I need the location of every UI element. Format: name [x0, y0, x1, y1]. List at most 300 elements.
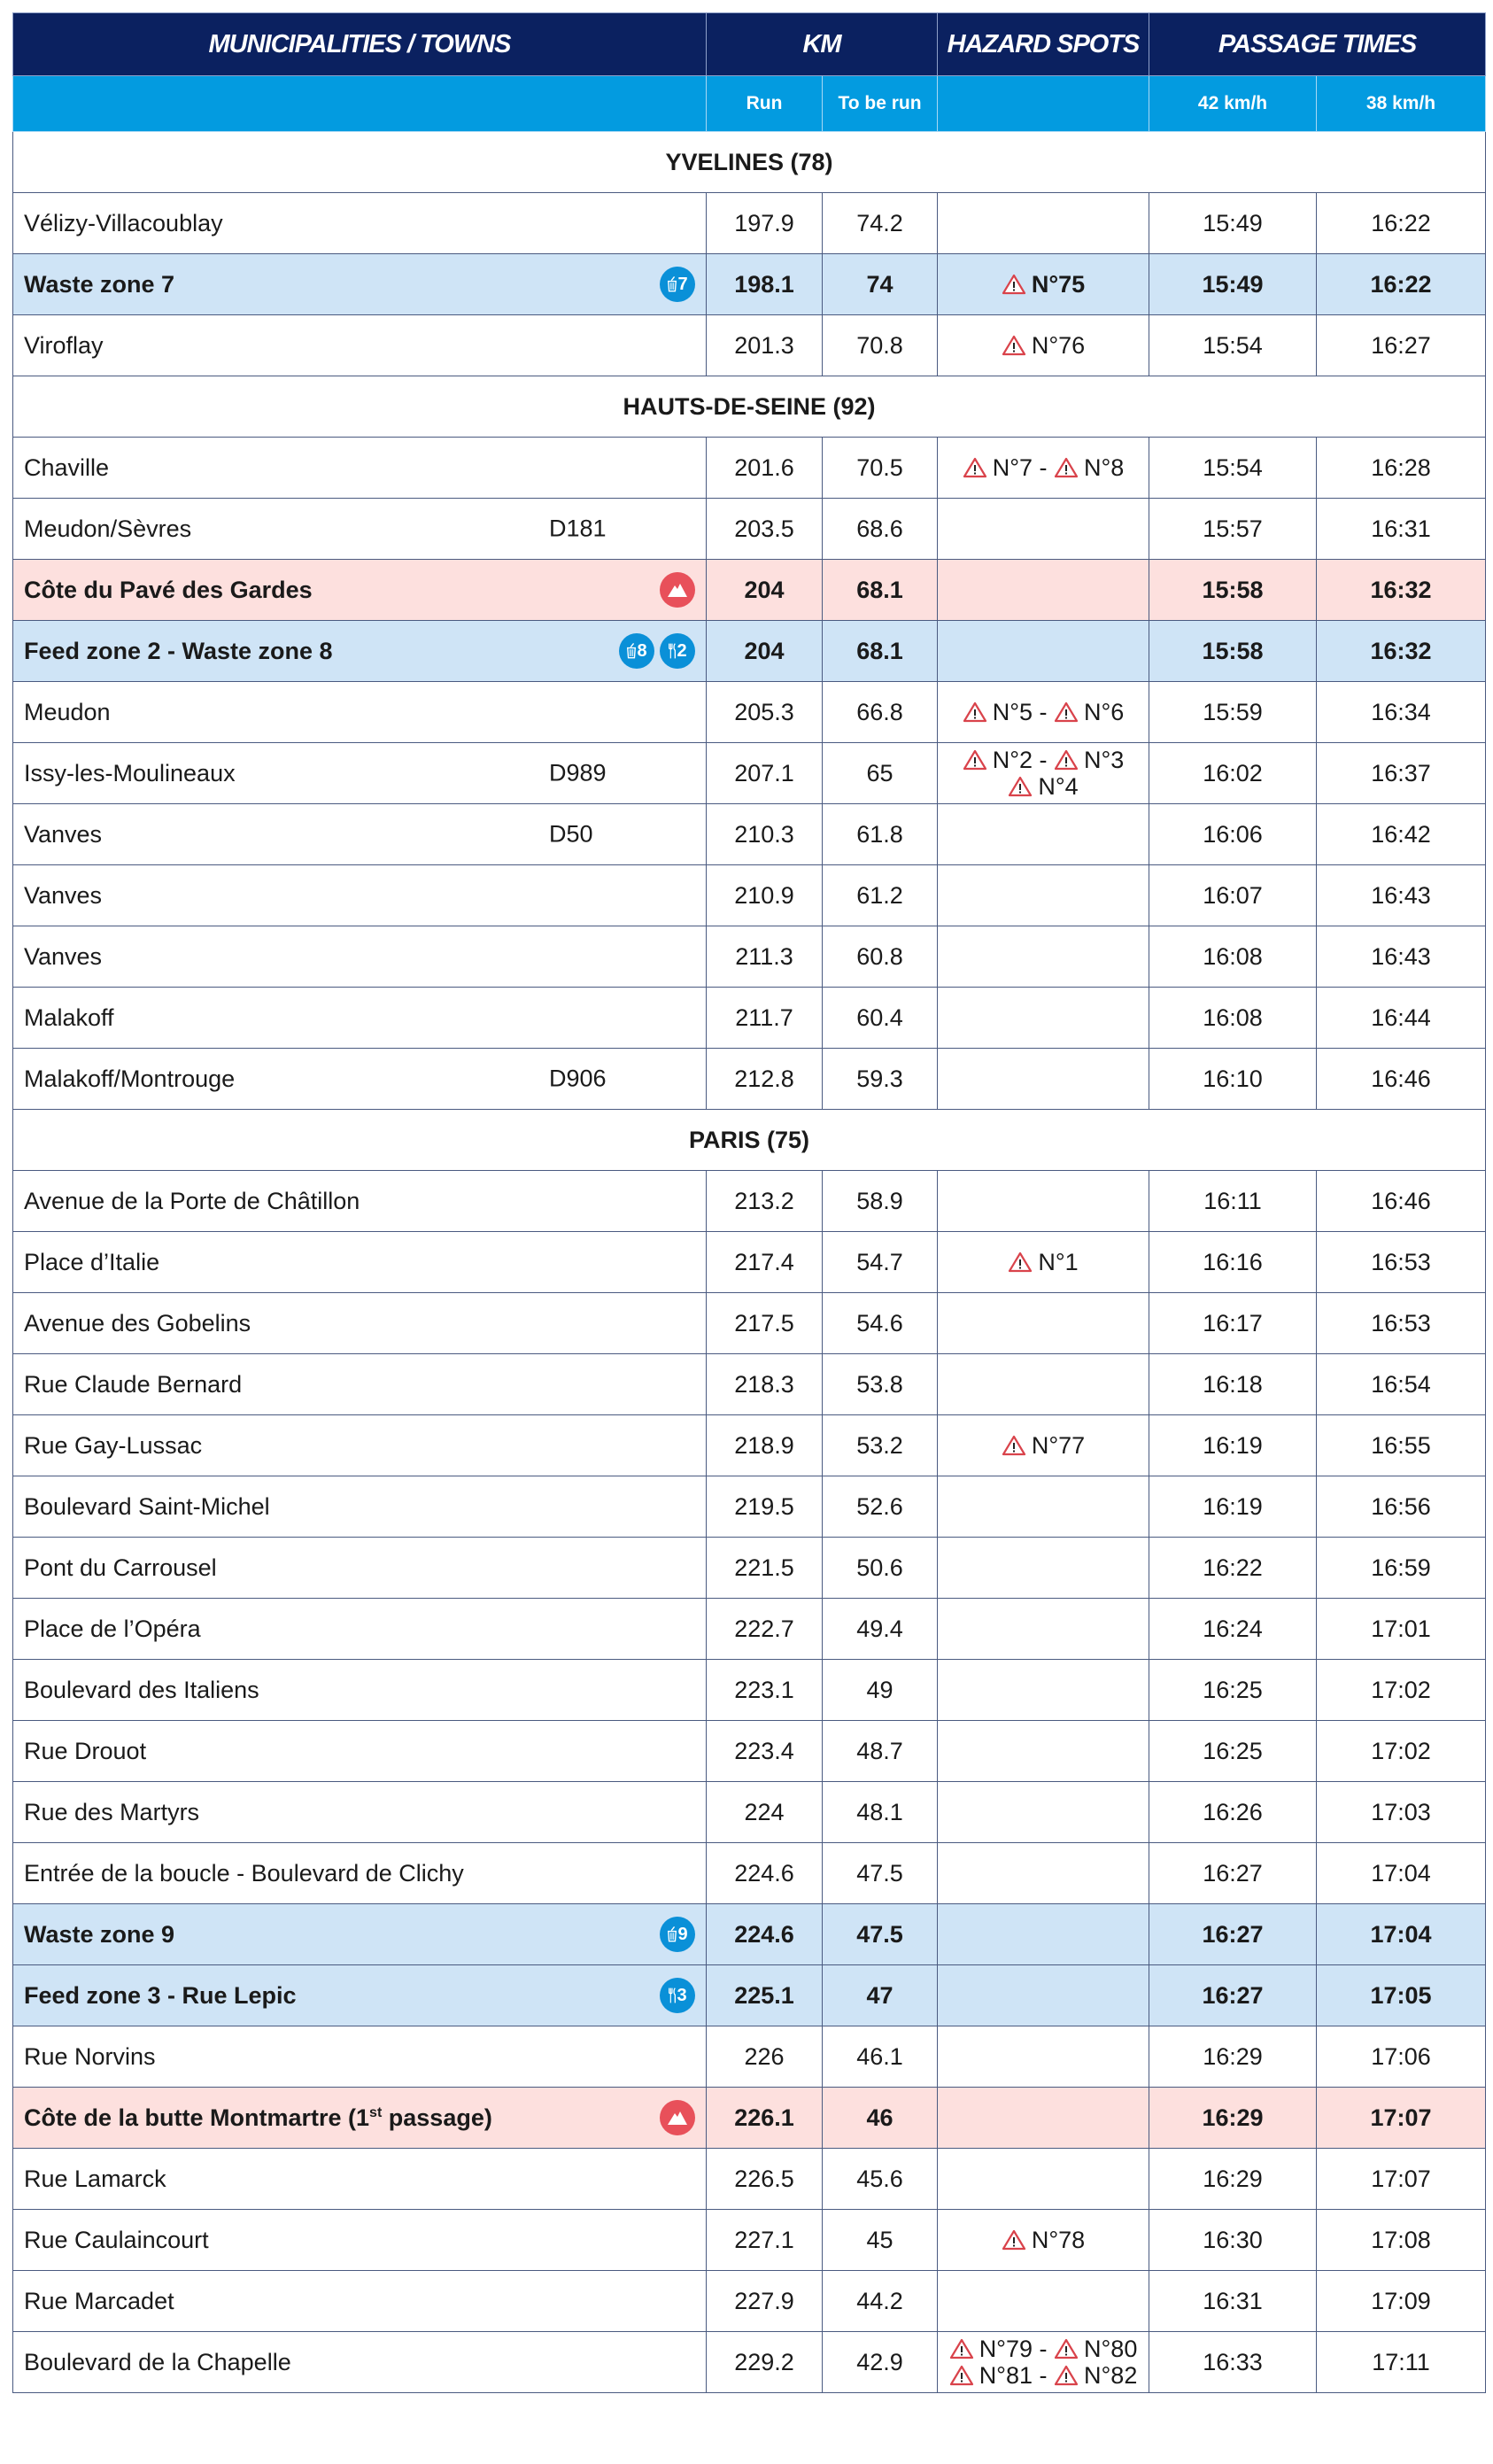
hazard-spot: N°8 — [1084, 454, 1125, 481]
km-run: 229.2 — [707, 2332, 823, 2393]
road-number: D181 — [549, 515, 607, 542]
km-to-be-run: 42.9 — [823, 2332, 938, 2393]
hazard-spot: N°4 — [1038, 773, 1079, 800]
km-run: 219.5 — [707, 1476, 823, 1538]
hazard-cell — [938, 1354, 1149, 1415]
km-to-be-run: 54.7 — [823, 1232, 938, 1293]
town-name: Vélizy-Villacoublay — [24, 209, 223, 236]
table-row — [13, 1476, 1486, 1538]
town-name: Avenue des Gobelins — [24, 1309, 251, 1337]
town-name: Rue Marcadet — [24, 2287, 174, 2314]
subheader-42kmh: 42 km/h — [1149, 76, 1317, 132]
hazard-cell — [938, 1538, 1149, 1599]
time-38kmh: 17:09 — [1317, 2271, 1486, 2332]
town-name: Pont du Carrousel — [24, 1554, 217, 1581]
town-name: Waste zone 9 — [24, 1920, 175, 1948]
hazard-cell — [938, 499, 1149, 560]
time-42kmh: 16:30 — [1149, 2210, 1317, 2271]
hazard-cell — [938, 1782, 1149, 1843]
subheader-38kmh: 38 km/h — [1317, 76, 1486, 132]
hazard-line — [938, 699, 1149, 725]
km-run: 222.7 — [707, 1599, 823, 1660]
km-to-be-run: 46 — [823, 2088, 938, 2149]
table-row — [13, 1782, 1486, 1843]
hazard-cell — [938, 1476, 1149, 1538]
town-cell — [13, 1965, 707, 2026]
town-name: Rue Gay-Lussac — [24, 1431, 203, 1459]
time-38kmh: 17:11 — [1317, 2332, 1486, 2393]
time-38kmh: 16:22 — [1317, 193, 1486, 254]
hazard-cell — [938, 2210, 1149, 2271]
time-42kmh: 16:06 — [1149, 804, 1317, 865]
hazard-line — [938, 747, 1149, 773]
town-name: Rue Caulaincourt — [24, 2226, 209, 2253]
km-to-be-run: 49 — [823, 1660, 938, 1721]
km-to-be-run: 47.5 — [823, 1843, 938, 1904]
town-name: Viroflay — [24, 331, 104, 359]
town-cell — [13, 1354, 707, 1415]
km-to-be-run: 70.5 — [823, 438, 938, 499]
hazard-separator: - — [1033, 699, 1055, 725]
climb-zone-icon — [660, 572, 695, 608]
km-run: 226.1 — [707, 2088, 823, 2149]
town-cell — [13, 1904, 707, 1965]
km-to-be-run: 74.2 — [823, 193, 938, 254]
town-name: Feed zone 3 - Rue Lepic — [24, 1981, 297, 2009]
time-38kmh: 17:04 — [1317, 1843, 1486, 1904]
km-run: 223.4 — [707, 1721, 823, 1782]
time-38kmh: 16:56 — [1317, 1476, 1486, 1538]
department-row — [13, 132, 1486, 193]
town-cell — [13, 2026, 707, 2088]
time-38kmh: 17:01 — [1317, 1599, 1486, 1660]
km-run: 224.6 — [707, 1904, 823, 1965]
km-run: 218.9 — [707, 1415, 823, 1476]
time-42kmh: 16:22 — [1149, 1538, 1317, 1599]
km-to-be-run: 61.8 — [823, 804, 938, 865]
table-row — [13, 1171, 1486, 1232]
time-42kmh: 16:25 — [1149, 1721, 1317, 1782]
subheader-to-be-run: To be run — [823, 76, 938, 132]
town-cell — [13, 438, 707, 499]
town-cell — [13, 1843, 707, 1904]
hazard-line — [938, 454, 1149, 481]
town-cell — [13, 1415, 707, 1476]
town-name: Waste zone 7 — [24, 270, 175, 298]
km-to-be-run: 45 — [823, 2210, 938, 2271]
town-name: Boulevard de la Chapelle — [24, 2348, 291, 2375]
km-run: 213.2 — [707, 1171, 823, 1232]
hazard-spot: N°82 — [1084, 2362, 1138, 2389]
table-row — [13, 2026, 1486, 2088]
zone-row — [13, 621, 1486, 682]
hazard-separator: - — [1033, 747, 1055, 773]
time-42kmh: 16:27 — [1149, 1904, 1317, 1965]
town-name: Entrée de la boucle - Boulevard de Clichy — [24, 1859, 464, 1887]
town-cell — [13, 2271, 707, 2332]
table-row — [13, 988, 1486, 1049]
town-name-superscript: st — [369, 2104, 383, 2120]
km-run: 204 — [707, 560, 823, 621]
time-42kmh: 16:33 — [1149, 2332, 1317, 2393]
km-to-be-run: 68.1 — [823, 560, 938, 621]
time-42kmh: 16:27 — [1149, 1843, 1317, 1904]
town-name: Boulevard des Italiens — [24, 1676, 259, 1703]
table-row — [13, 1232, 1486, 1293]
zone-row — [13, 254, 1486, 315]
km-run: 205.3 — [707, 682, 823, 743]
time-38kmh: 16:42 — [1317, 804, 1486, 865]
town-cell — [13, 560, 707, 621]
time-42kmh: 16:19 — [1149, 1415, 1317, 1476]
town-cell — [13, 2210, 707, 2271]
hazard-spot: N°78 — [1031, 2227, 1086, 2253]
time-42kmh: 16:07 — [1149, 865, 1317, 926]
warning-icon — [949, 2338, 974, 2359]
zone-row — [13, 1965, 1486, 2026]
table-row — [13, 926, 1486, 988]
town-name: Rue Lamarck — [24, 2165, 166, 2192]
town-cell — [13, 1232, 707, 1293]
km-run: 227.9 — [707, 2271, 823, 2332]
climb-zone-icon — [660, 2100, 695, 2135]
zone-number: 7 — [677, 274, 688, 294]
time-38kmh: 17:02 — [1317, 1660, 1486, 1721]
hazard-cell — [938, 2271, 1149, 2332]
km-to-be-run: 68.6 — [823, 499, 938, 560]
time-42kmh: 16:27 — [1149, 1965, 1317, 2026]
table-row — [13, 2332, 1486, 2393]
hazard-separator: - — [1033, 454, 1055, 481]
hazard-cell — [938, 560, 1149, 621]
time-38kmh: 16:54 — [1317, 1354, 1486, 1415]
hazard-spot: N°6 — [1084, 699, 1125, 725]
town-name: Place de l’Opéra — [24, 1615, 201, 1642]
hazard-cell — [938, 1232, 1149, 1293]
town-name: Rue Norvins — [24, 2042, 156, 2070]
table-body — [13, 132, 1486, 2393]
km-to-be-run: 47 — [823, 1965, 938, 2026]
km-to-be-run: 45.6 — [823, 2149, 938, 2210]
km-to-be-run: 61.2 — [823, 865, 938, 926]
warning-icon — [1054, 457, 1079, 478]
time-38kmh: 17:03 — [1317, 1782, 1486, 1843]
town-cell — [13, 865, 707, 926]
hazard-cell — [938, 1660, 1149, 1721]
km-run: 211.3 — [707, 926, 823, 988]
hazard-cell — [938, 926, 1149, 988]
town-name: Avenue de la Porte de Châtillon — [24, 1187, 360, 1214]
table-row — [13, 1660, 1486, 1721]
km-to-be-run: 60.8 — [823, 926, 938, 988]
hazard-spot: N°77 — [1031, 1432, 1086, 1459]
table-row — [13, 682, 1486, 743]
km-to-be-run: 68.1 — [823, 621, 938, 682]
feed-zone-icon — [660, 1978, 695, 2013]
hazard-cell — [938, 2088, 1149, 2149]
town-name: Chaville — [24, 453, 110, 481]
time-38kmh: 16:32 — [1317, 560, 1486, 621]
hazard-cell — [938, 1599, 1149, 1660]
time-38kmh: 16:27 — [1317, 315, 1486, 376]
hazard-spot: N°7 — [992, 454, 1033, 481]
climb-row — [13, 560, 1486, 621]
hazard-line — [938, 2362, 1149, 2389]
km-run: 198.1 — [707, 254, 823, 315]
warning-icon — [1008, 1251, 1033, 1273]
town-cell — [13, 499, 707, 560]
town-cell — [13, 682, 707, 743]
time-38kmh: 17:02 — [1317, 1721, 1486, 1782]
town-cell — [13, 193, 707, 254]
table-row — [13, 804, 1486, 865]
zone-number: 8 — [637, 640, 647, 661]
time-42kmh: 16:26 — [1149, 1782, 1317, 1843]
time-38kmh: 17:08 — [1317, 2210, 1486, 2271]
km-run: 217.4 — [707, 1232, 823, 1293]
hazard-cell — [938, 1965, 1149, 2026]
km-to-be-run: 52.6 — [823, 1476, 938, 1538]
table-row — [13, 438, 1486, 499]
hazard-spot: N°81 — [979, 2362, 1033, 2389]
km-to-be-run: 53.2 — [823, 1415, 938, 1476]
time-42kmh: 16:10 — [1149, 1049, 1317, 1110]
town-name: Malakoff — [24, 1003, 114, 1031]
km-to-be-run: 59.3 — [823, 1049, 938, 1110]
hazard-cell — [938, 2026, 1149, 2088]
km-to-be-run: 44.2 — [823, 2271, 938, 2332]
hazard-cell — [938, 1171, 1149, 1232]
table-row — [13, 1843, 1486, 1904]
time-38kmh: 17:07 — [1317, 2149, 1486, 2210]
table-row — [13, 193, 1486, 254]
time-42kmh: 16:16 — [1149, 1232, 1317, 1293]
time-38kmh: 16:28 — [1317, 438, 1486, 499]
km-run: 226 — [707, 2026, 823, 2088]
passage-times-table — [12, 12, 1486, 2393]
town-cell — [13, 1538, 707, 1599]
town-cell — [13, 1293, 707, 1354]
warning-icon — [949, 2365, 974, 2386]
town-cell — [13, 804, 707, 865]
km-run: 203.5 — [707, 499, 823, 560]
time-42kmh: 16:29 — [1149, 2026, 1317, 2088]
climb-row — [13, 2088, 1486, 2149]
zone-icons — [660, 1917, 695, 1952]
town-cell — [13, 1049, 707, 1110]
warning-icon — [1054, 749, 1079, 771]
time-38kmh: 16:32 — [1317, 621, 1486, 682]
hazard-line — [938, 332, 1149, 359]
km-run: 223.1 — [707, 1660, 823, 1721]
zone-icons — [619, 633, 695, 669]
subheader-run: Run — [707, 76, 823, 132]
hazard-line — [938, 271, 1149, 298]
time-38kmh: 16:22 — [1317, 254, 1486, 315]
table-row — [13, 1293, 1486, 1354]
department-heading: PARIS (75) — [13, 1110, 1486, 1171]
hazard-cell — [938, 682, 1149, 743]
time-38kmh: 16:31 — [1317, 499, 1486, 560]
warning-icon — [1008, 776, 1033, 797]
town-name: Boulevard Saint-Michel — [24, 1492, 270, 1520]
hazard-cell — [938, 865, 1149, 926]
warning-icon — [1002, 2229, 1026, 2251]
km-run: 226.5 — [707, 2149, 823, 2210]
zone-icons — [660, 267, 695, 302]
warning-icon — [1054, 2338, 1079, 2359]
time-42kmh: 16:08 — [1149, 988, 1317, 1049]
road-number: D50 — [549, 820, 593, 848]
time-42kmh: 15:54 — [1149, 438, 1317, 499]
town-name: Rue des Martyrs — [24, 1798, 200, 1825]
town-cell — [13, 315, 707, 376]
time-38kmh: 16:53 — [1317, 1232, 1486, 1293]
time-38kmh: 16:46 — [1317, 1171, 1486, 1232]
km-to-be-run: 65 — [823, 743, 938, 804]
hazard-spot: N°79 — [979, 2336, 1033, 2362]
table-row — [13, 315, 1486, 376]
header-hazards: HAZARD SPOTS — [938, 13, 1149, 76]
road-number: D906 — [549, 1065, 607, 1092]
time-38kmh: 16:34 — [1317, 682, 1486, 743]
time-42kmh: 15:49 — [1149, 193, 1317, 254]
time-38kmh: 17:05 — [1317, 1965, 1486, 2026]
km-run: 201.6 — [707, 438, 823, 499]
town-cell — [13, 988, 707, 1049]
km-to-be-run: 47.5 — [823, 1904, 938, 1965]
zone-number: 3 — [677, 1985, 687, 2005]
time-42kmh: 16:11 — [1149, 1171, 1317, 1232]
hazard-separator: - — [1033, 2362, 1055, 2389]
subheader-empty — [13, 76, 707, 132]
table-row — [13, 1049, 1486, 1110]
km-to-be-run: 70.8 — [823, 315, 938, 376]
km-to-be-run: 50.6 — [823, 1538, 938, 1599]
town-name: Place d’Italie — [24, 1248, 160, 1275]
warning-icon — [963, 457, 987, 478]
department-heading: HAUTS-DE-SEINE (92) — [13, 376, 1486, 438]
department-heading: YVELINES (78) — [13, 132, 1486, 193]
hazard-cell — [938, 315, 1149, 376]
km-to-be-run: 58.9 — [823, 1171, 938, 1232]
hazard-spot: N°5 — [992, 699, 1033, 725]
waste-zone-icon — [660, 267, 695, 302]
waste-zone-icon — [660, 1917, 695, 1952]
time-42kmh: 15:58 — [1149, 560, 1317, 621]
hazard-cell — [938, 2332, 1149, 2393]
town-cell — [13, 1721, 707, 1782]
km-to-be-run: 48.7 — [823, 1721, 938, 1782]
table-row — [13, 1721, 1486, 1782]
town-cell — [13, 1660, 707, 1721]
table-row — [13, 865, 1486, 926]
hazard-cell — [938, 1293, 1149, 1354]
table-row — [13, 1538, 1486, 1599]
hazard-cell — [938, 438, 1149, 499]
time-42kmh: 16:24 — [1149, 1599, 1317, 1660]
town-name: Malakoff/Montrouge — [24, 1065, 236, 1092]
time-42kmh: 16:08 — [1149, 926, 1317, 988]
hazard-cell — [938, 193, 1149, 254]
warning-icon — [1002, 1435, 1026, 1456]
time-42kmh: 15:57 — [1149, 499, 1317, 560]
town-cell — [13, 1782, 707, 1843]
time-38kmh: 17:07 — [1317, 2088, 1486, 2149]
km-run: 207.1 — [707, 743, 823, 804]
hazard-cell — [938, 1904, 1149, 1965]
time-38kmh: 16:53 — [1317, 1293, 1486, 1354]
km-to-be-run: 49.4 — [823, 1599, 938, 1660]
warning-icon — [1054, 701, 1079, 723]
km-run: 218.3 — [707, 1354, 823, 1415]
town-cell — [13, 743, 707, 804]
table-row — [13, 743, 1486, 804]
table-row — [13, 2149, 1486, 2210]
hazard-spot: N°76 — [1031, 332, 1086, 359]
table-row — [13, 1354, 1486, 1415]
km-run: 212.8 — [707, 1049, 823, 1110]
hazard-spot: N°1 — [1038, 1249, 1079, 1275]
town-cell — [13, 1476, 707, 1538]
town-name: Meudon/Sèvres — [24, 515, 192, 542]
town-cell — [13, 2149, 707, 2210]
waste-zone-icon — [619, 633, 654, 669]
time-38kmh: 16:44 — [1317, 988, 1486, 1049]
km-to-be-run: 66.8 — [823, 682, 938, 743]
time-42kmh: 16:18 — [1149, 1354, 1317, 1415]
hazard-spot: N°3 — [1084, 747, 1125, 773]
town-name: Rue Claude Bernard — [24, 1370, 243, 1398]
km-run: 221.5 — [707, 1538, 823, 1599]
department-row — [13, 1110, 1486, 1171]
hazard-cell — [938, 254, 1149, 315]
town-name: Meudon — [24, 698, 111, 725]
km-to-be-run: 46.1 — [823, 2026, 938, 2088]
subheader-hazards-empty — [938, 76, 1149, 132]
km-run: 225.1 — [707, 1965, 823, 2026]
feed-zone-icon — [660, 633, 695, 669]
header-towns: MUNICIPALITIES / TOWNS — [13, 13, 707, 76]
time-42kmh: 15:49 — [1149, 254, 1317, 315]
warning-icon — [963, 749, 987, 771]
km-to-be-run: 74 — [823, 254, 938, 315]
department-row — [13, 376, 1486, 438]
time-42kmh: 16:29 — [1149, 2088, 1317, 2149]
km-run: 201.3 — [707, 315, 823, 376]
warning-icon — [1054, 2365, 1079, 2386]
town-name-suffix: passage) — [382, 2104, 492, 2131]
town-cell — [13, 621, 707, 682]
town-name: Vanves — [24, 942, 103, 970]
hazard-line — [938, 1432, 1149, 1459]
km-run: 224.6 — [707, 1843, 823, 1904]
km-run: 217.5 — [707, 1293, 823, 1354]
km-run: 227.1 — [707, 2210, 823, 2271]
town-name: Vanves — [24, 820, 103, 848]
town-cell — [13, 926, 707, 988]
zone-number: 9 — [677, 1924, 688, 1944]
time-42kmh: 15:59 — [1149, 682, 1317, 743]
time-38kmh: 16:59 — [1317, 1538, 1486, 1599]
hazard-cell — [938, 1049, 1149, 1110]
time-42kmh: 15:54 — [1149, 315, 1317, 376]
zone-row — [13, 1904, 1486, 1965]
km-to-be-run: 53.8 — [823, 1354, 938, 1415]
warning-icon — [1002, 274, 1026, 295]
time-42kmh: 16:19 — [1149, 1476, 1317, 1538]
town-name: Côte du Pavé des Gardes — [24, 576, 313, 603]
